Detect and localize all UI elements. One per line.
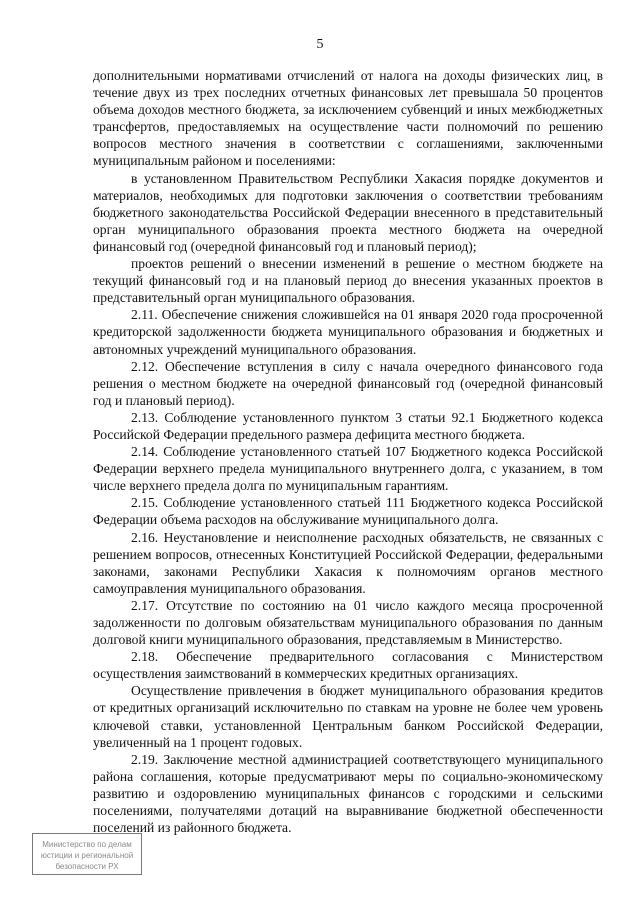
stamp-line: безопасности РХ bbox=[55, 862, 119, 871]
stamp-line: юстиции и региональной bbox=[40, 851, 134, 860]
paragraph-2-15: 2.15. Соблюдение установленного статьей 111 Бюджетного кодекса Российской Федерации объема расходов на обслуживание муниципального долга. bbox=[93, 495, 603, 528]
stamp-line: Министерство по делам bbox=[42, 840, 132, 849]
paragraph-2-13: 2.13. Соблюдение установленного пунктом 3 статьи 92.1 Бюджетного кодекса Российской Федерации предельного размера дефицита местного бюджета. bbox=[93, 409, 603, 442]
page-number: 5 bbox=[316, 37, 324, 52]
paragraph-continuation: дополнительными нормативами отчислений от налога на доходы физических лиц, в течение двух из трех последних отчетных финансовых лет превышала 50 процентов объема доходов местного бюджета, за исключением субвенций и иных межбюджетных трансфертов, предоставляемых на осуществление части полномочий по решению вопросов местного значения в соответствии с соглашениями, заключенными муниципальным районом и поселениями: bbox=[93, 68, 603, 169]
paragraph: в установленном Правительством Республики Хакасия порядке документов и материалов, необходимых для подготовки заключения о соответствии требованиям бюджетного законодательства Российской Федерации внесенного в представительный орган муниципального образования проекта местного бюджета на очередной финансовый год (очередной финансовый год и плановый период); bbox=[93, 170, 603, 254]
paragraph-2-11: 2.11. Обеспечение снижения сложившейся на 01 января 2020 года просроченной кредиторской задолженности бюджета муниципального образования и бюджетных и автономных учреждений муниципального образования. bbox=[93, 307, 603, 357]
registration-stamp bbox=[32, 833, 142, 875]
paragraph-2-14: 2.14. Соблюдение установленного статьей 107 Бюджетного кодекса Российской Федерации верхнего предела муниципального внутреннего долга, с указанием, в том числе верхнего предела долга по муниципальным гарантиям. bbox=[93, 444, 603, 494]
document-body bbox=[93, 67, 603, 836]
paragraph-2-16: 2.16. Неустановление и неисполнение расходных обязательств, не связанных с решением вопросов, отнесенных Конституцией Российской Федерации, федеральными законами, законами Республики Хакасия к полномочиям органов местного самоуправления муниципального образования. bbox=[93, 529, 603, 596]
paragraph-2-12: 2.12. Обеспечение вступления в силу с начала очередного финансового года решения о местном бюджете на очередной финансовый год (очередной финансовый год и плановый период). bbox=[93, 358, 603, 408]
paragraph: Осуществление привлечения в бюджет муниципального образования кредитов от кредитных организаций исключительно по ставкам на уровне не более чем уровень ключевой ставки, установленной Центральным банком Российской Федерации, увеличенный на 1 процент годовых. bbox=[93, 683, 603, 750]
paragraph: проектов решений о внесении изменений в решение о местном бюджете на текущий финансовый год и на плановый период до внесения указанных проектов в представительный орган муниципального образования. bbox=[93, 256, 603, 306]
paragraph-2-17: 2.17. Отсутствие по состоянию на 01 число каждого месяца просроченной задолженности по долговым обязательствам муниципального образования по данным долговой книги муниципального образования, представляемым в Министерство. bbox=[93, 597, 603, 648]
paragraph-2-19: 2.19. Заключение местной администрацией соответствующего муниципального района соглашения, которые предусматривают меры по социально-экономическому развитию и оздоровлению муниципальных финансов с городскими и сельскими поселениями, получателями дотаций на выравнивание бюджетной обеспеченности поселений из районного бюджета. bbox=[93, 751, 603, 836]
paragraph-2-18: 2.18. Обеспечение предварительного согласования с Министерством осуществления заимствований в коммерческих кредитных организациях. bbox=[93, 649, 603, 682]
